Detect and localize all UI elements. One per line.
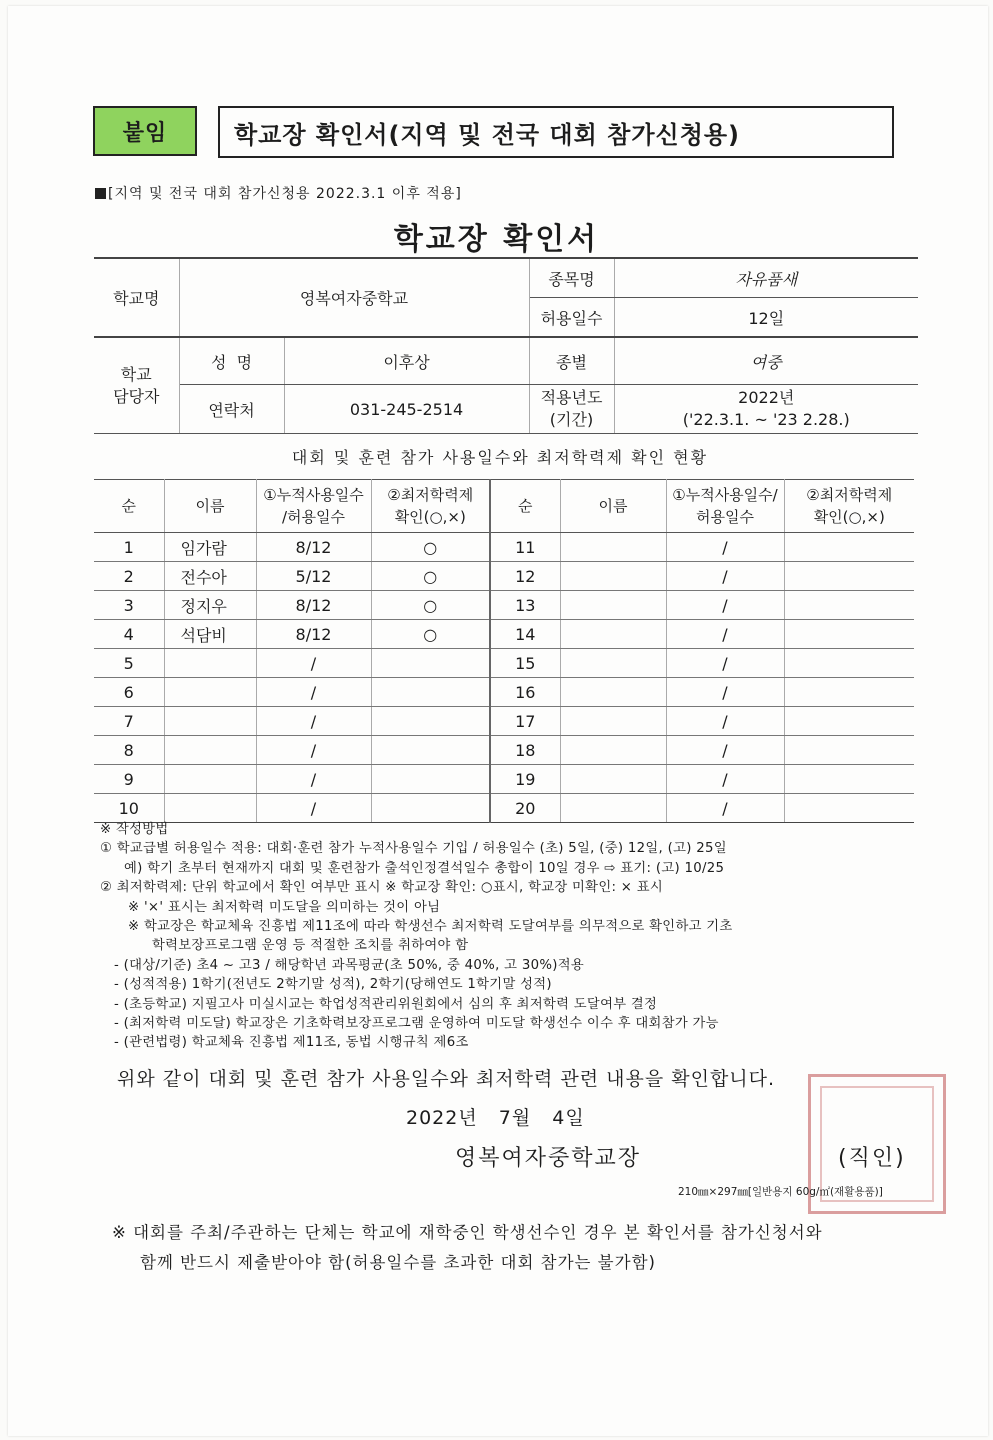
row-days: / bbox=[256, 649, 371, 678]
row-days: / bbox=[256, 678, 371, 707]
row-days-right: / bbox=[666, 591, 784, 620]
row-name-right bbox=[560, 533, 666, 562]
allowed-days-value: 12일 bbox=[614, 298, 918, 338]
row-days: / bbox=[256, 765, 371, 794]
row-no-right: 14 bbox=[490, 620, 560, 649]
athlete-list-table bbox=[94, 479, 914, 823]
table-row bbox=[94, 678, 914, 707]
detail-3: - (초등학교) 지필고사 미실시교는 학업성적관리위원회에서 심의 후 최저학력 도달여부 결정 bbox=[114, 996, 658, 1012]
row-days: 5/12 bbox=[256, 562, 371, 591]
table-row bbox=[94, 649, 914, 678]
detail-4: - (최저학력 미도달) 학교장은 기초학력보장프로그램 운영하여 미도달 학생선수 이수 후 대회참가 가능 bbox=[114, 1016, 719, 1032]
row-days-right: / bbox=[666, 533, 784, 562]
row-days: 8/12 bbox=[256, 533, 371, 562]
row-name: 임가람 bbox=[164, 533, 256, 562]
attachment-tag: 붙임 bbox=[93, 106, 197, 156]
row-no: 4 bbox=[94, 620, 164, 649]
row-days: / bbox=[256, 707, 371, 736]
page-title: 학교장 확인서 bbox=[393, 222, 600, 257]
row-no: 9 bbox=[94, 765, 164, 794]
row-name: 정지우 bbox=[164, 591, 256, 620]
row-name bbox=[164, 707, 256, 736]
row-days-right: / bbox=[666, 678, 784, 707]
row-no: 8 bbox=[94, 736, 164, 765]
detail-2: - (성적적용) 1학기(전년도 2학기말 성적), 2학기(당해연도 1학기말 성적) bbox=[114, 977, 552, 993]
row-no: 3 bbox=[94, 591, 164, 620]
row-name-right bbox=[560, 591, 666, 620]
row-days: / bbox=[256, 736, 371, 765]
footer-note: ※ 대회를 주최/주관하는 단체는 학교에 재학중인 학생선수인 경우 본 확인서를 참가신청서와 함께 반드시 제출받아야 함(허용일수를 초과한 대회 참가는 불가함) bbox=[112, 1223, 823, 1272]
row-name-right bbox=[560, 765, 666, 794]
table-row bbox=[94, 707, 914, 736]
name-label: 성 명 bbox=[179, 337, 284, 385]
row-name-right bbox=[560, 736, 666, 765]
row-no: 2 bbox=[94, 562, 164, 591]
category-value: 여중 bbox=[614, 337, 918, 385]
contact-label: 연락처 bbox=[179, 385, 284, 434]
row-min-check-right bbox=[784, 707, 914, 736]
row-min-check bbox=[371, 765, 490, 794]
row-min-check-right bbox=[784, 591, 914, 620]
row-min-check bbox=[371, 736, 490, 765]
row-min-check-right bbox=[784, 736, 914, 765]
col-name-right: 이름 bbox=[560, 480, 666, 533]
table-row bbox=[94, 562, 914, 591]
row-no: 6 bbox=[94, 678, 164, 707]
row-name-right bbox=[560, 707, 666, 736]
table-row bbox=[94, 620, 914, 649]
row-min-check-right bbox=[784, 794, 914, 823]
row-min-check-right bbox=[784, 765, 914, 794]
col-min-right: ②최저학력제 확인(○,×) bbox=[784, 480, 914, 533]
row-no: 7 bbox=[94, 707, 164, 736]
detail-1: - (대상/기준) 초4 ~ 고3 / 해당학년 과목평균(초 50%, 중 40%, 고 30%)적용 bbox=[114, 957, 585, 973]
row-name bbox=[164, 678, 256, 707]
notes-heading: ※ 작성방법 bbox=[100, 822, 169, 837]
row-min-check-right bbox=[784, 620, 914, 649]
row-days: / bbox=[256, 794, 371, 823]
row-no-right: 20 bbox=[490, 794, 560, 823]
row-days-right: / bbox=[666, 794, 784, 823]
applies-note: [지역 및 전국 대회 참가신청용 2022.3.1 이후 적용] bbox=[95, 183, 462, 203]
row-days-right: / bbox=[666, 736, 784, 765]
row-min-check bbox=[371, 707, 490, 736]
row-no-right: 13 bbox=[490, 591, 560, 620]
detail-5: - (관련법령) 학교체육 진흥법 제11조, 동법 시행규칙 제6조 bbox=[114, 1035, 469, 1051]
row-min-check-right bbox=[784, 678, 914, 707]
row-name bbox=[164, 649, 256, 678]
year-label: 적용년도 (기간) bbox=[529, 385, 614, 434]
row-days: 8/12 bbox=[256, 620, 371, 649]
row-no-right: 18 bbox=[490, 736, 560, 765]
document-header bbox=[93, 106, 895, 158]
row-days-right: / bbox=[666, 765, 784, 794]
row-no-right: 19 bbox=[490, 765, 560, 794]
row-no-right: 16 bbox=[490, 678, 560, 707]
row-name-right bbox=[560, 620, 666, 649]
col-days: ①누적사용일수 /허용일수 bbox=[256, 480, 371, 533]
note-2c: 학력보장프로그램 운영 등 적절한 조치를 취하여야 함 bbox=[152, 938, 469, 954]
status-subheading: 대회 및 훈련 참가 사용일수와 최저학력제 확인 현황 bbox=[291, 448, 709, 467]
category-label: 종별 bbox=[529, 337, 614, 385]
row-min-check bbox=[371, 678, 490, 707]
col-min: ②최저학력제 확인(○,×) bbox=[371, 480, 490, 533]
row-min-check-right bbox=[784, 562, 914, 591]
school-info-table bbox=[94, 257, 918, 434]
principal-title: 영복여자중학교장 bbox=[455, 1146, 642, 1171]
allowed-days-label: 허용일수 bbox=[529, 298, 614, 338]
event-value: 자유품새 bbox=[614, 258, 918, 298]
paper-spec: 210㎜×297㎜[일반용지 60g/㎡(재활용품)] bbox=[678, 1186, 883, 1198]
year-value: 2022년 ('22.3.1. ~ '23 2.28.) bbox=[614, 385, 918, 434]
row-days: 8/12 bbox=[256, 591, 371, 620]
row-min-check: ○ bbox=[371, 533, 490, 562]
row-no: 1 bbox=[94, 533, 164, 562]
row-no-right: 12 bbox=[490, 562, 560, 591]
row-name-right bbox=[560, 649, 666, 678]
row-days-right: / bbox=[666, 562, 784, 591]
instructions bbox=[100, 820, 920, 1053]
issue-date: 2022년 7월 4일 bbox=[406, 1107, 585, 1129]
table-row bbox=[94, 533, 914, 562]
note-1-example: 예) 학기 초부터 현재까지 대회 및 훈련참가 출석인정결석일수 총합이 10일 경우 ⇨ 표기: (고) 10/25 bbox=[124, 860, 725, 876]
manager-label: 학교 담당자 bbox=[94, 337, 179, 434]
table-row bbox=[94, 736, 914, 765]
row-days-right: / bbox=[666, 620, 784, 649]
col-days-right: ①누적사용일수/ 허용일수 bbox=[666, 480, 784, 533]
col-no: 순 bbox=[94, 480, 164, 533]
row-name bbox=[164, 765, 256, 794]
row-min-check-right bbox=[784, 649, 914, 678]
square-bullet-icon bbox=[95, 188, 106, 199]
school-value: 영복여자중학교 bbox=[179, 258, 529, 337]
row-no-right: 11 bbox=[490, 533, 560, 562]
row-min-check: ○ bbox=[371, 620, 490, 649]
row-min-check-right bbox=[784, 533, 914, 562]
row-no: 5 bbox=[94, 649, 164, 678]
row-no-right: 17 bbox=[490, 707, 560, 736]
row-name bbox=[164, 794, 256, 823]
row-min-check bbox=[371, 649, 490, 678]
note-2: ② 최저학력제: 단위 학교에서 확인 여부만 표시 ※ 학교장 확인: ○표시, 학교장 미확인: × 표시 bbox=[100, 880, 664, 896]
row-days-right: / bbox=[666, 707, 784, 736]
note-1: ① 학교급별 허용일수 적용: 대회·훈련 참가 누적사용일수 기입 / 허용일수 (초) 5일, (중) 12일, (고) 25일 bbox=[100, 841, 727, 857]
row-name-right bbox=[560, 562, 666, 591]
col-no-right: 순 bbox=[490, 480, 560, 533]
row-min-check: ○ bbox=[371, 562, 490, 591]
seal-label: (직인) bbox=[838, 1146, 906, 1171]
note-2a: ※ '×' 표시는 최저학력 미도달을 의미하는 것이 아님 bbox=[128, 899, 441, 915]
row-days-right: / bbox=[666, 649, 784, 678]
table-row bbox=[94, 591, 914, 620]
row-no-right: 15 bbox=[490, 649, 560, 678]
table-row bbox=[94, 794, 914, 823]
row-no: 10 bbox=[94, 794, 164, 823]
school-label: 학교명 bbox=[94, 258, 179, 337]
row-name: 석담비 bbox=[164, 620, 256, 649]
confirmation-statement: 위와 같이 대회 및 훈련 참가 사용일수와 최저학력 관련 내용을 확인합니다. bbox=[117, 1068, 776, 1090]
col-name: 이름 bbox=[164, 480, 256, 533]
row-name bbox=[164, 736, 256, 765]
contact-value: 031-245-2514 bbox=[284, 385, 529, 434]
row-name-right bbox=[560, 794, 666, 823]
name-value: 이후상 bbox=[284, 337, 529, 385]
row-min-check bbox=[371, 794, 490, 823]
event-label: 종목명 bbox=[529, 258, 614, 298]
row-min-check: ○ bbox=[371, 591, 490, 620]
row-name: 전수아 bbox=[164, 562, 256, 591]
row-name-right bbox=[560, 678, 666, 707]
header-title: 학교장 확인서(지역 및 전국 대회 참가신청용) bbox=[218, 106, 894, 158]
note-2b: ※ 학교장은 학교체육 진흥법 제11조에 따라 학생선수 최저학력 도달여부를 의무적으로 확인하고 기초 bbox=[128, 919, 733, 935]
table-row bbox=[94, 765, 914, 794]
